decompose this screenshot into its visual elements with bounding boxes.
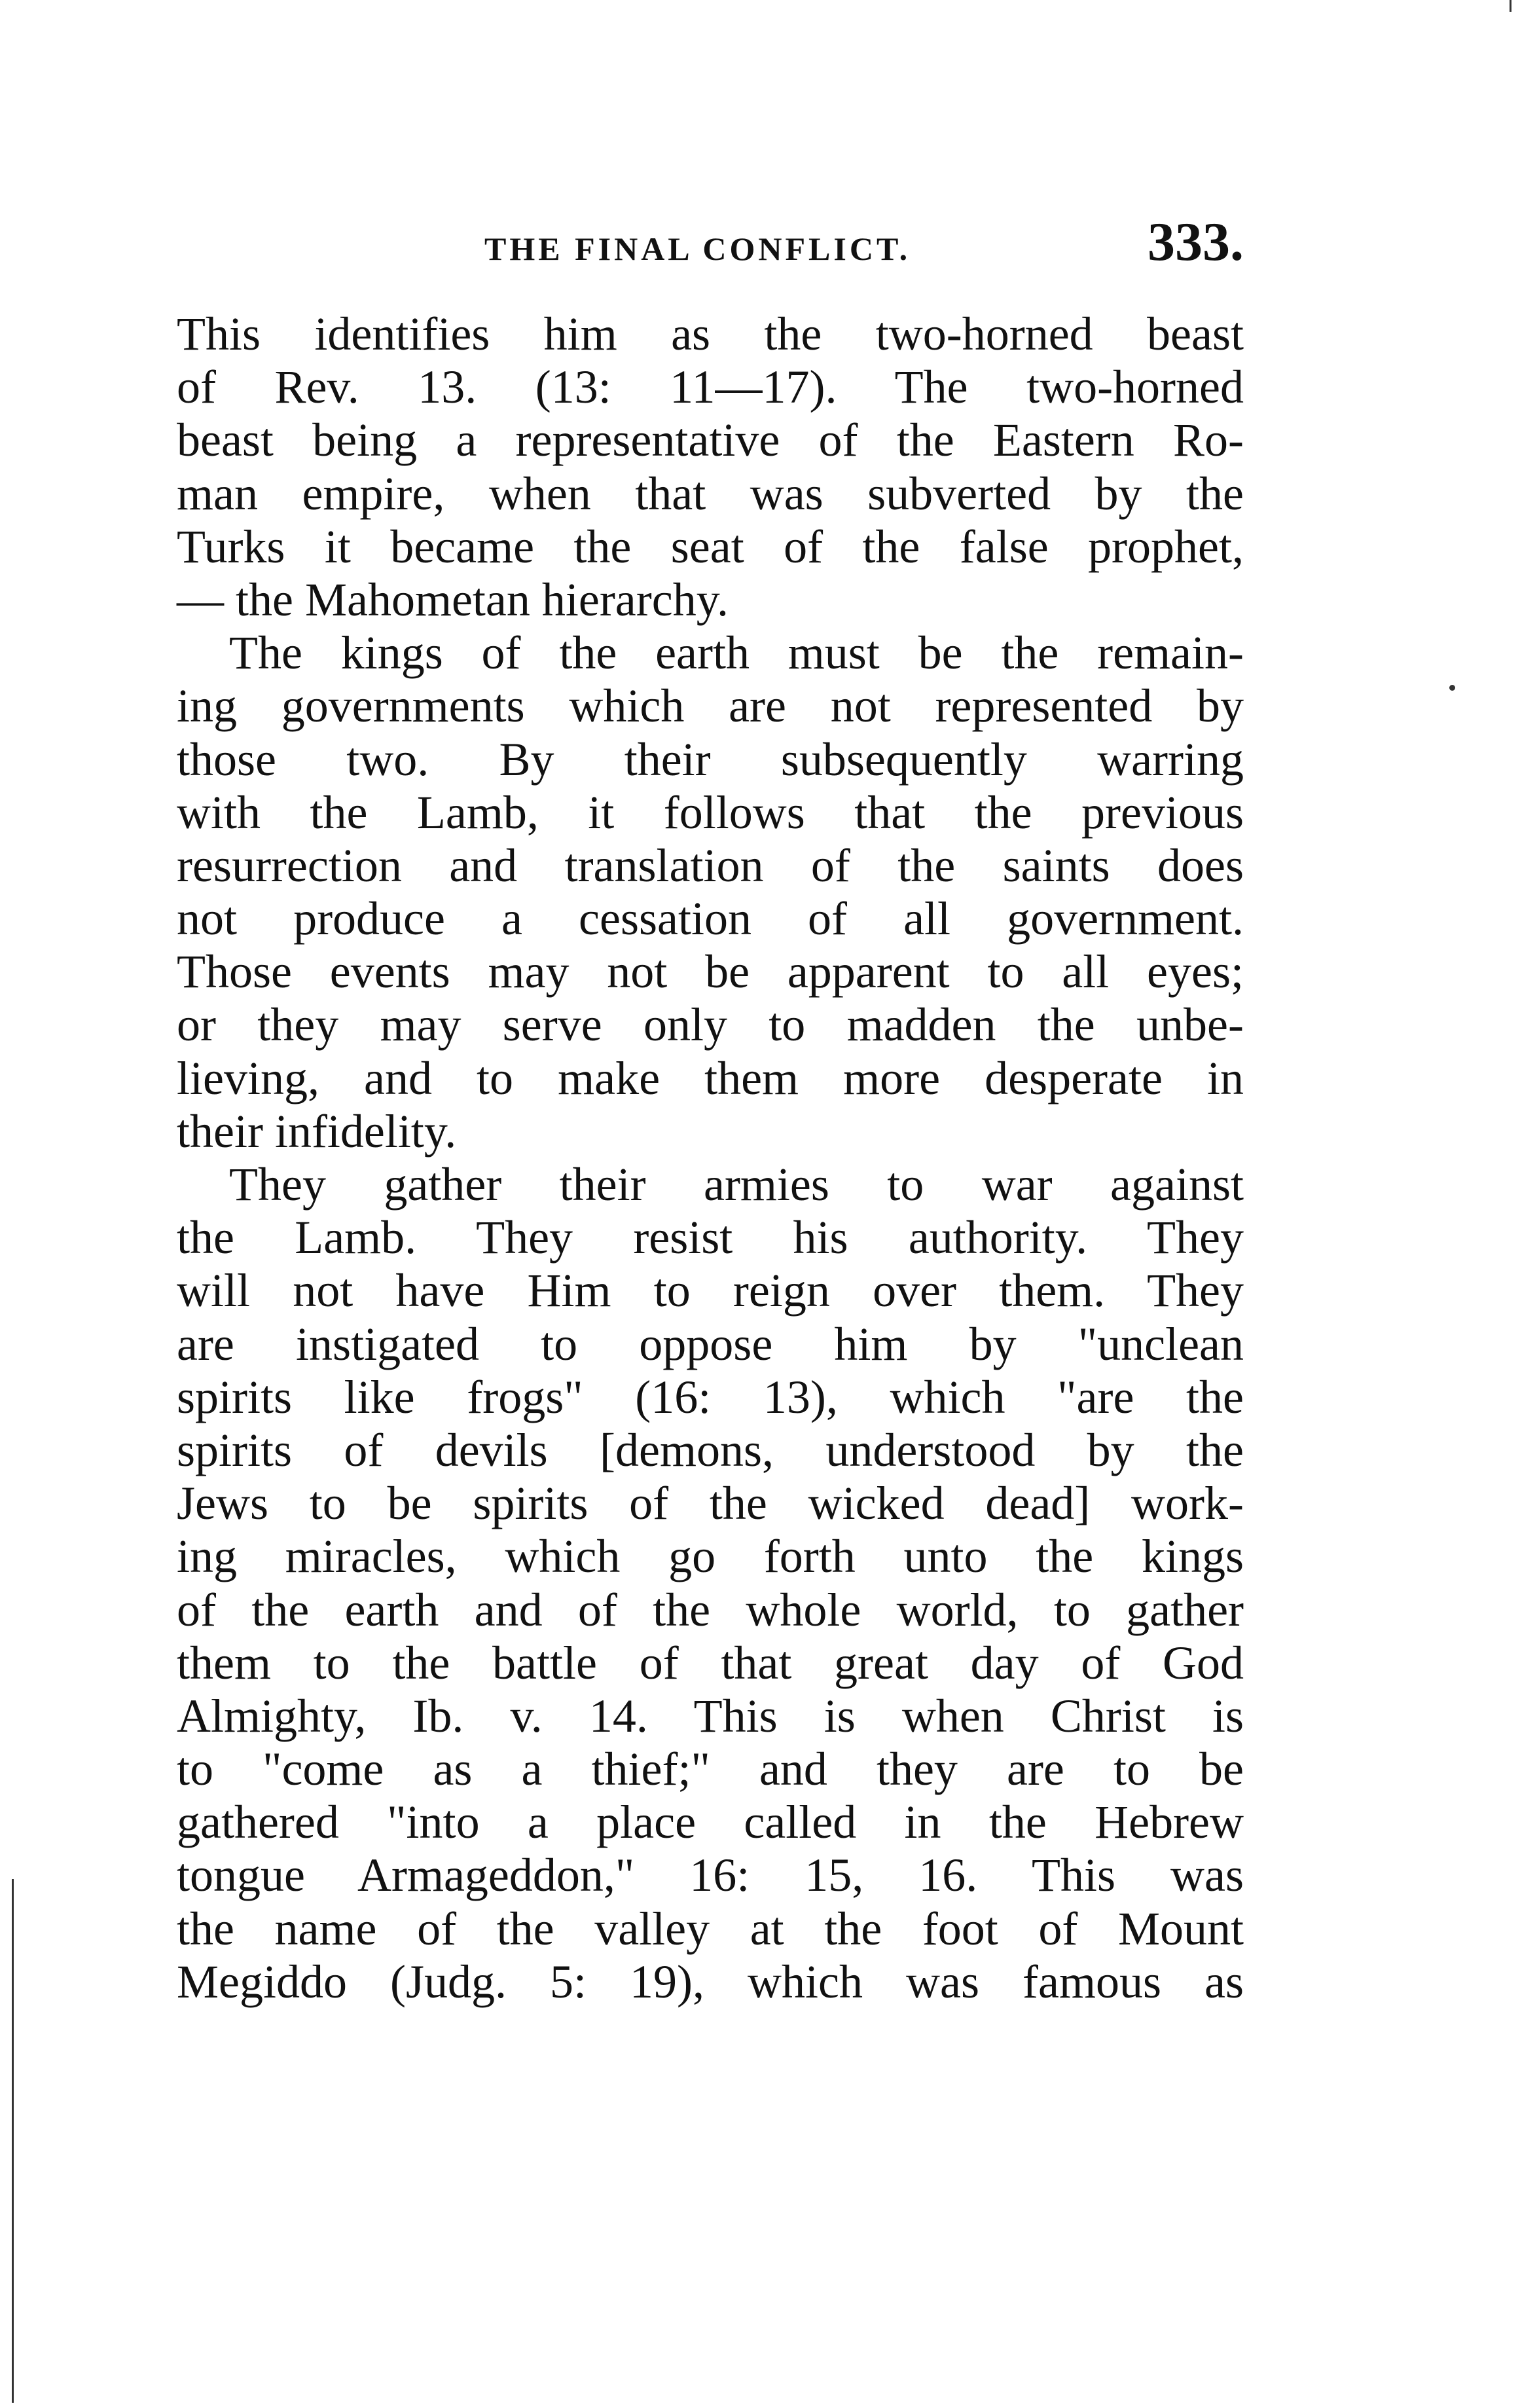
text-line: gathered "into a place called in the Hebrew bbox=[177, 1796, 1244, 1849]
text-line: their infidelity. bbox=[177, 1104, 457, 1158]
scan-edge-line bbox=[12, 1879, 14, 2403]
text-line: those two. By their subsequently warring bbox=[177, 733, 1244, 786]
text-line: Turks it became the seat of the false prophet, bbox=[177, 520, 1244, 573]
text-line: are instigated to oppose him by "unclean bbox=[177, 1317, 1244, 1370]
text-line: with the Lamb, it follows that the previous bbox=[177, 786, 1244, 839]
scan-speck bbox=[1449, 685, 1455, 691]
page-number: 333. bbox=[1148, 211, 1244, 272]
text-line: to "come as a thief;" and they are to be bbox=[177, 1743, 1244, 1796]
text-line: ing governments which are not represented by bbox=[177, 680, 1244, 733]
text-line: lieving, and to make them more desperate in bbox=[177, 1051, 1244, 1104]
text-line: of the earth and of the whole world, to gather bbox=[177, 1583, 1244, 1636]
text-line: The kings of the earth must be the remain- bbox=[229, 627, 1244, 680]
text-line: will not have Him to reign over them. They bbox=[177, 1264, 1244, 1317]
text-line: They gather their armies to war against bbox=[229, 1158, 1244, 1211]
text-line: tongue Armageddon," 16: 15, 16. This was bbox=[177, 1849, 1244, 1902]
page-header bbox=[177, 210, 1244, 288]
text-line: Jews to be spirits of the wicked dead] work- bbox=[177, 1477, 1244, 1530]
text-line: them to the battle of that great day of God bbox=[177, 1636, 1244, 1689]
text-line: This identifies him as the two-horned beast bbox=[177, 308, 1244, 360]
body-text bbox=[177, 308, 1244, 2009]
text-line: ing miracles, which go forth unto the kings bbox=[177, 1530, 1244, 1583]
text-line: Almighty, Ib. v. 14. This is when Christ is bbox=[177, 1689, 1244, 1742]
text-line: — the Mahometan hierarchy. bbox=[177, 573, 729, 626]
text-line: or they may serve only to madden the unbe- bbox=[177, 998, 1244, 1051]
text-line: resurrection and translation of the saints does bbox=[177, 839, 1244, 892]
text-line: Megiddo (Judg. 5: 19), which was famous as bbox=[177, 1955, 1244, 2008]
text-line: not produce a cessation of all government. bbox=[177, 892, 1244, 945]
running-head: THE FINAL CONFLICT. bbox=[484, 230, 911, 267]
text-line: spirits like frogs" (16: 13), which "are the bbox=[177, 1370, 1244, 1423]
text-line: spirits of devils [demons, understood by the bbox=[177, 1423, 1244, 1476]
scan-mark bbox=[1510, 0, 1511, 12]
text-line: the name of the valley at the foot of Mount bbox=[177, 1902, 1244, 1955]
text-line: beast being a representative of the Eastern Ro- bbox=[177, 414, 1244, 467]
text-line: of Rev. 13. (13: 11—17). The two-horned bbox=[177, 361, 1244, 414]
text-line: Those events may not be apparent to all eyes; bbox=[177, 945, 1244, 998]
text-line: the Lamb. They resist his authority. They bbox=[177, 1211, 1244, 1264]
text-line: man empire, when that was subverted by the bbox=[177, 467, 1244, 520]
